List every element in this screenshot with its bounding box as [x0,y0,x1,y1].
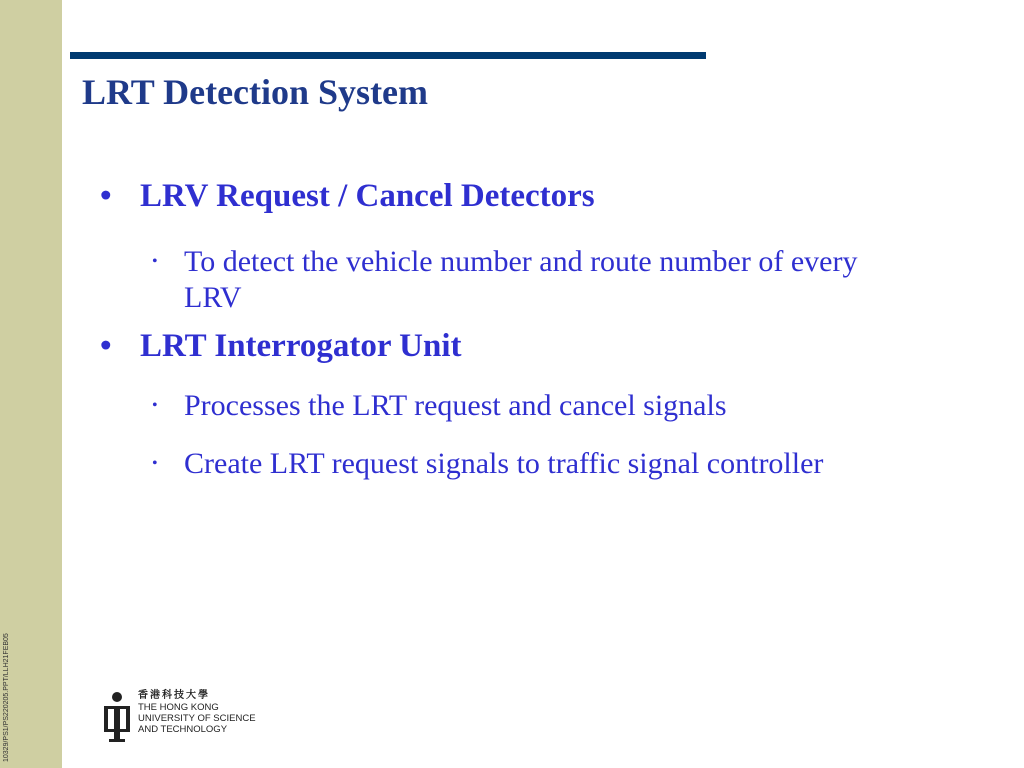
university-name-chinese: 香港科技大學 [138,690,210,701]
sub-bullet-item-create-signals [96,446,864,482]
bullet-icon: • [100,178,112,214]
university-name-line3: AND TECHNOLOGY [138,724,228,735]
sub-bullet-icon: • [152,455,158,472]
bullet-text: LRT Interrogator Unit [140,328,462,364]
sub-bullet-text: Processes the LRT request and cancel signals [184,389,727,422]
sub-bullet-text: Create LRT request signals to traffic signal controller [184,447,824,480]
title-rule [70,52,706,59]
document-code: 10329/PS1/PS220205.PPT/LLH21FEB05 [3,633,10,762]
sub-bullet-icon: • [152,397,158,414]
bullet-text: LRV Request / Cancel Detectors [140,178,595,214]
university-logo [100,690,260,744]
slide-title: LRT Detection System [82,72,429,112]
university-name-line1: THE HONG KONG [138,702,219,713]
bullet-item-lrv-detectors [96,176,976,216]
university-name [138,690,256,735]
bullet-icon: • [100,328,112,364]
university-name-line2: UNIVERSITY OF SCIENCE [138,713,256,724]
sub-bullet-text: To detect the vehicle number and route number of every LRV [184,245,858,314]
sub-bullet-icon: • [152,253,158,270]
bullet-item-interrogator-unit [96,326,976,366]
slide-content [96,176,976,482]
sub-bullet-item-processes-signals [96,388,864,424]
sub-bullet-item-detect-vehicle [96,244,864,316]
university-emblem-icon [100,690,132,744]
